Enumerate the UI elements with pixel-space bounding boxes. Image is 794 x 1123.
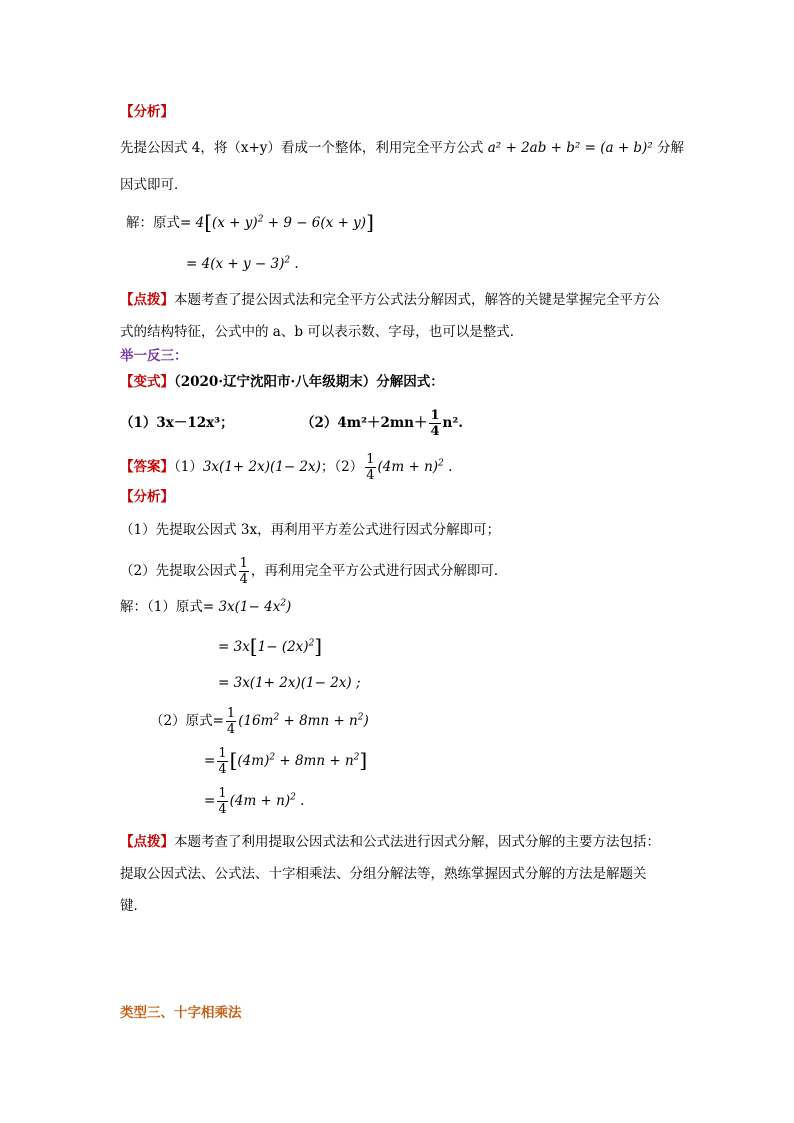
- solution-3-expr-1: $(16m^2 + 8mn + n^2)$: [238, 712, 369, 729]
- tip-2-line-3: 键．: [120, 898, 147, 914]
- analysis-text-b: 分解: [657, 140, 685, 156]
- solution-2-line-2: [218, 636, 322, 657]
- analysis-2b: ，再利用完全平方公式进行因式分解即可．: [250, 563, 508, 579]
- fraction-quarter: $\frac{1}{4}$: [218, 786, 227, 817]
- solution-3-prefix: （2）原式: [150, 713, 213, 729]
- item-2-tail: n².: [442, 415, 463, 431]
- solution-line-1: [126, 212, 374, 233]
- analysis-2a: （2）先提取公因式: [120, 563, 237, 579]
- tip-line-1: [120, 290, 660, 310]
- answer-label: 【答案】: [120, 459, 174, 475]
- variant-text: （2020·辽宁沈阳市·八年级期末）分解因式：: [174, 374, 444, 390]
- tip-label: 【点拨】: [120, 292, 174, 308]
- analysis-text-a: 先提公因式 4，将（x+y）看成一个整体，利用完全平方公式: [120, 140, 484, 156]
- solution-2-expr-2: = $3x[1- (2x)^2]$: [218, 634, 323, 658]
- section-3-heading: 类型三、十字相乘法: [120, 1005, 242, 1021]
- tip-2-line-2: 提取公因式法、公式法、十字相乘法、分组分解法等，熟练掌握因式分解的方法是解题关: [120, 866, 647, 882]
- variant-label: 【变式】: [120, 374, 174, 390]
- solution-prefix: 解：原式: [126, 215, 180, 231]
- solution-line-2: [186, 254, 299, 274]
- fraction-quarter: $\frac{1}{4}$: [218, 746, 227, 777]
- analysis-2-line-2: [120, 556, 507, 587]
- tip-line-2: 式的结构特征，公式中的 a、b 可以表示数、字母，也可以是整式．: [120, 324, 524, 340]
- solution-3-line-2: = $\frac{1}{4}$ $[(4m)^2 + 8mn + n^2]$: [204, 746, 368, 777]
- solution-2-line-1: [120, 597, 291, 617]
- perfect-square-formula: a² + 2ab + b² = (a + b)²: [487, 140, 653, 156]
- fraction-quarter: $\frac{1}{4}$: [430, 408, 440, 439]
- answer-line: [120, 452, 452, 483]
- tip-label-2: 【点拨】: [120, 834, 174, 850]
- answer-2-label: ；（2）: [320, 459, 364, 475]
- solution-2-prefix: 解：（1）原式: [120, 599, 203, 615]
- answer-2-expr: $(4m + n)^2$ .: [377, 458, 453, 475]
- solution-3-line-1: （2）原式= $\frac{1}{4}$ $(16m^2 + 8mn + n^2)$: [150, 706, 369, 737]
- variant-title: [120, 372, 444, 392]
- solution-2-expr-1: = $3x(1- 4x^2)$: [202, 598, 292, 615]
- tip-text-1: 本题考查了提公因式法和完全平方公式法分解因式，解答的关键是掌握完全平方公: [174, 292, 660, 308]
- analysis-label: 【分析】: [120, 104, 174, 120]
- variant-items: [120, 408, 463, 438]
- fraction-quarter: $\frac{1}{4}$: [366, 452, 375, 483]
- answer-1-expr: 3x(1+ 2x)(1− 2x): [202, 459, 321, 475]
- solution-3-expr-3: $(4m + n)^2$ .: [229, 792, 305, 809]
- solution-expr-2: = $4(x + y - 3)^2$ .: [186, 255, 299, 272]
- analysis-label-2: 【分析】: [120, 489, 174, 505]
- practice-heading: 举一反三：: [120, 348, 188, 364]
- solution-3-line-3: = $\frac{1}{4}$ $(4m + n)^2$ .: [204, 786, 305, 817]
- solution-3-expr-2: $[(4m)^2 + 8mn + n^2]$: [229, 748, 368, 772]
- analysis-text-1: [120, 138, 684, 158]
- fraction-quarter: $\frac{1}{4}$: [239, 556, 248, 587]
- analysis-2-line-1: （1）先提取公因式 3x，再利用平方差公式进行因式分解即可；: [120, 522, 501, 538]
- item-2: （2）4m²＋2mn＋: [301, 415, 428, 431]
- tip-2-text-1: 本题考查了利用提取公因式法和公式法进行因式分解，因式分解的主要方法包括：: [174, 834, 660, 850]
- solution-expr-1: = $4[(x + y)^2 + 9 - 6(x + y)]$: [180, 210, 374, 234]
- answer-1-label: （1）: [174, 459, 203, 475]
- solution-2-line-3: [218, 673, 361, 693]
- solution-2-expr-3: = 3x(1+ 2x)(1− 2x) ;: [218, 675, 361, 691]
- analysis-text-2: 因式即可．: [120, 177, 188, 193]
- item-1: （1）3x－12x³；: [120, 415, 234, 431]
- fraction-quarter: $\frac{1}{4}$: [226, 706, 236, 737]
- tip-2-line-1: [120, 832, 660, 852]
